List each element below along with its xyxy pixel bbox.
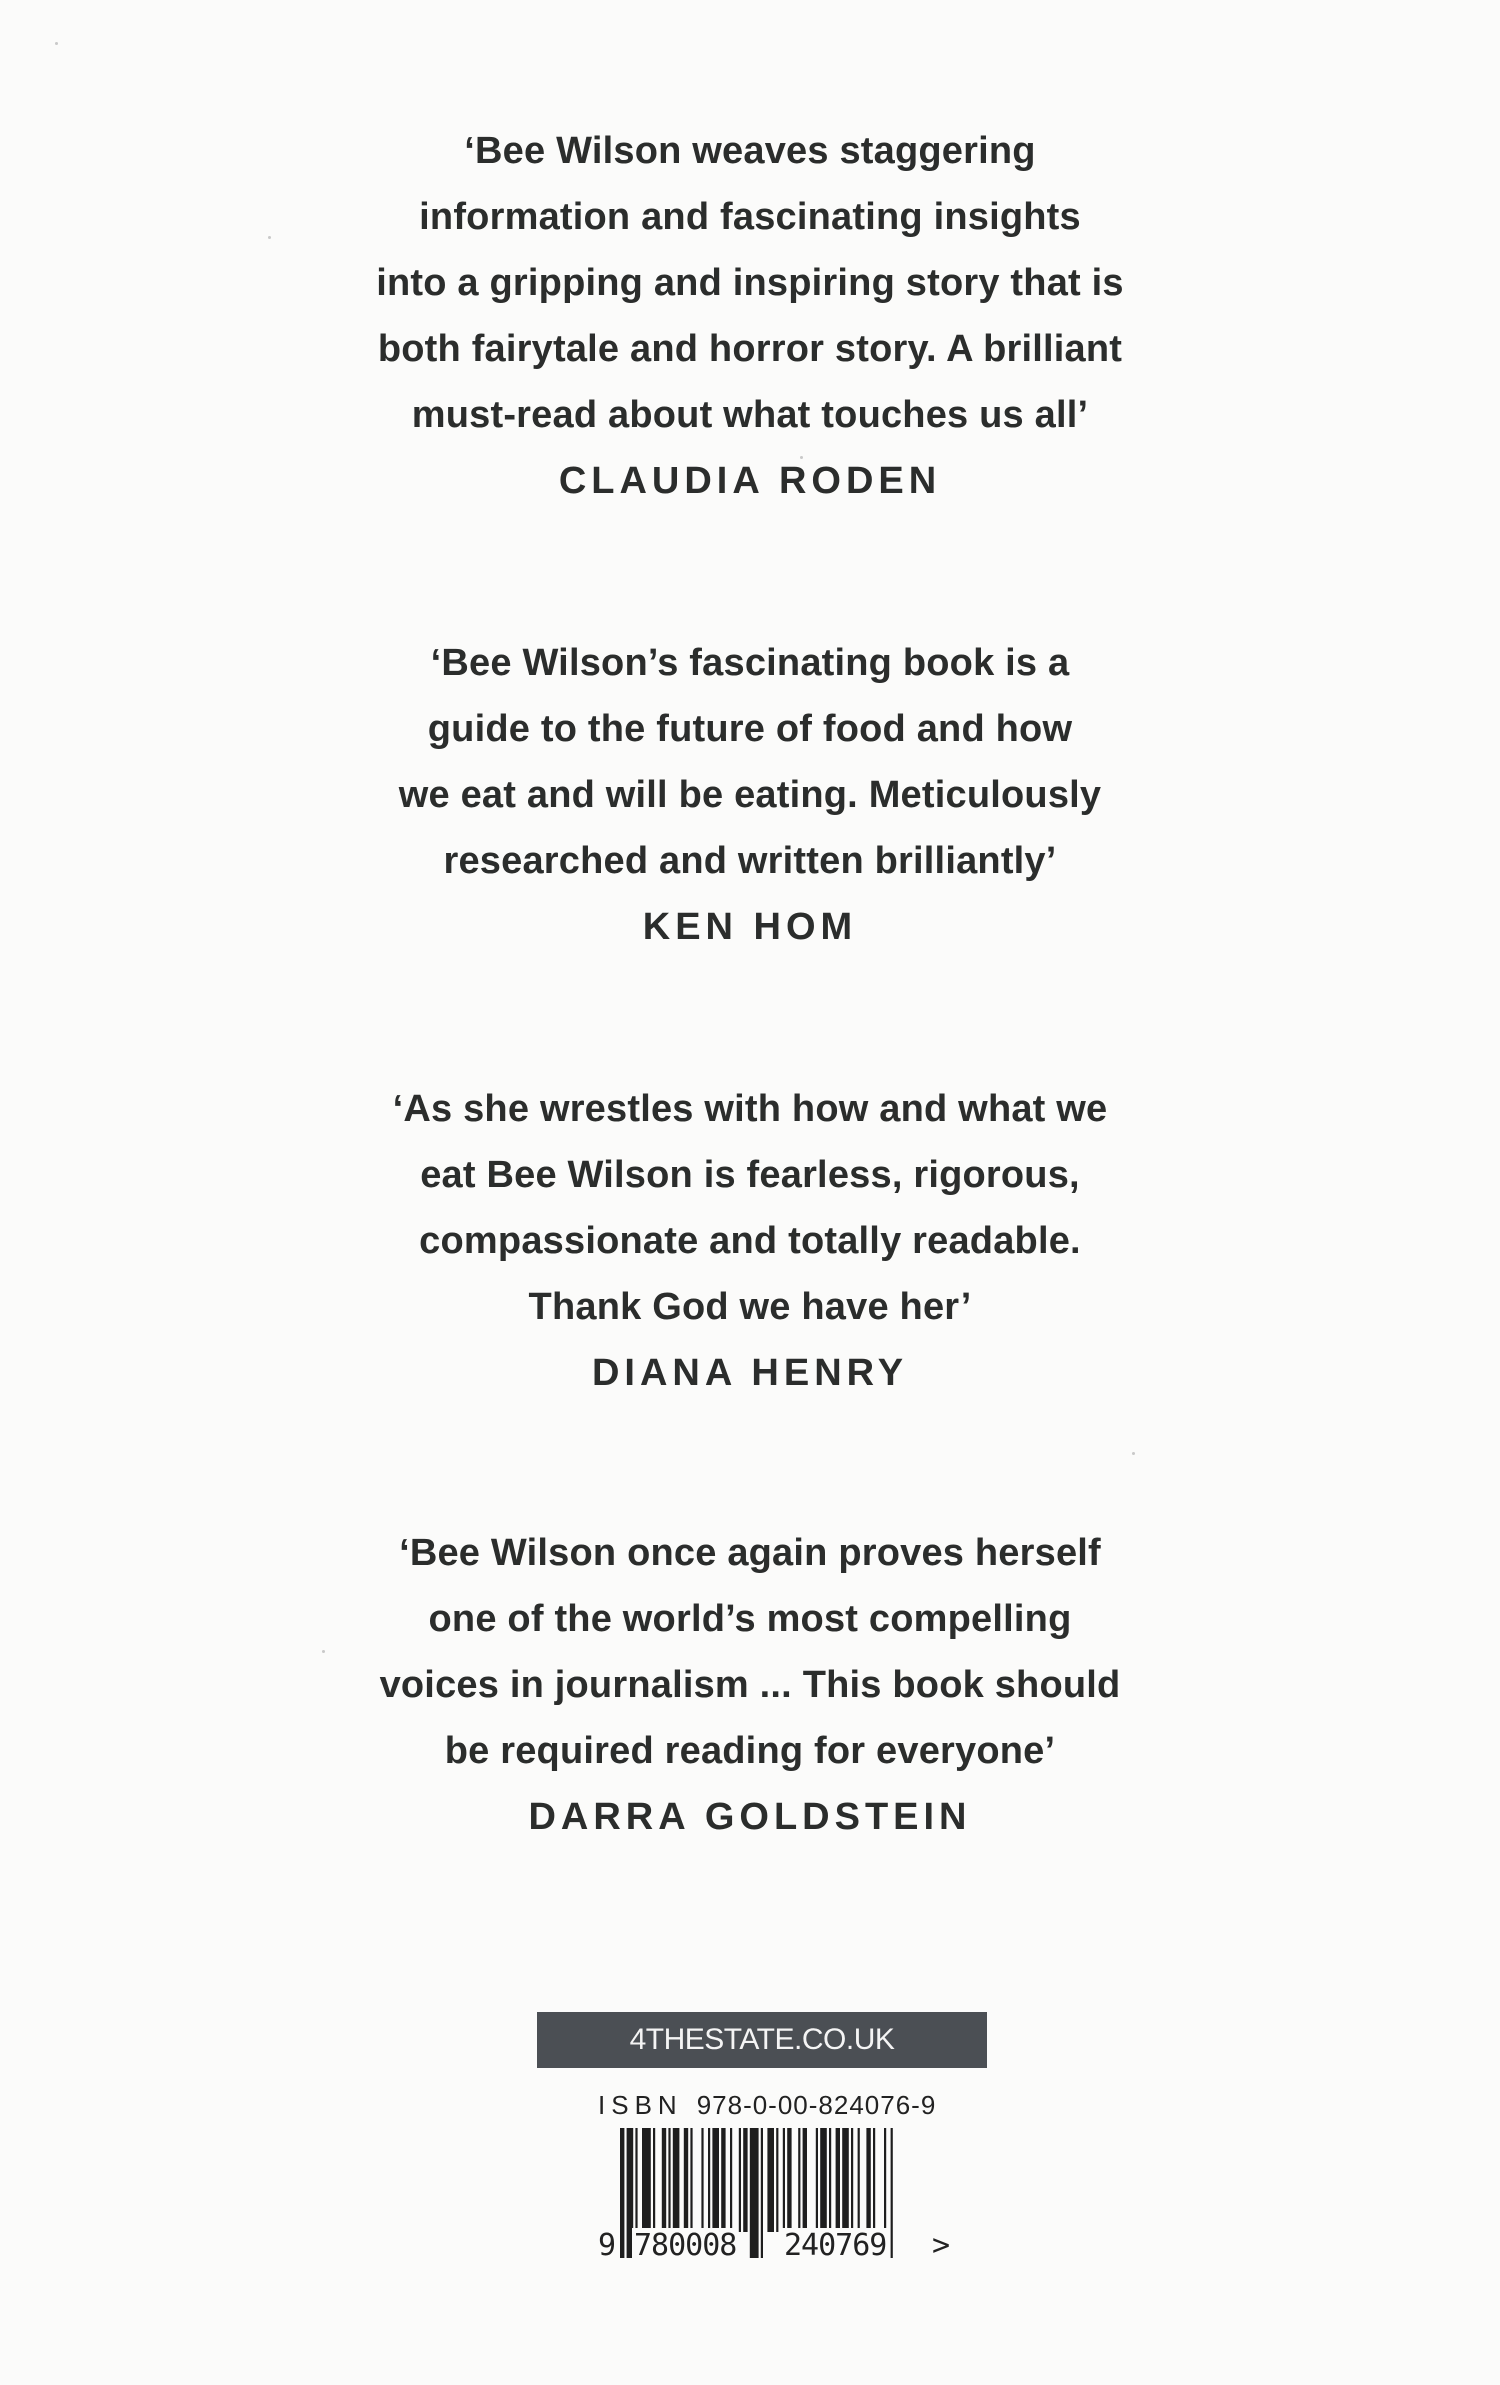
barcode-bar [653,2128,655,2232]
barcode-lead-digit: 9 [598,2228,617,2263]
barcode-left-group: 780008 [634,2228,737,2263]
quote-author: KEN HOM [642,906,858,948]
barcode-bar [787,2128,791,2232]
publisher-website-bar [537,2012,987,2068]
quote-block-ken-hom [0,630,1500,960]
barcode-bar [690,2128,692,2232]
barcode-right-group: 240769 [784,2228,887,2263]
quote-author: DARRA GOLDSTEIN [528,1796,972,1838]
barcode-bar [708,2128,710,2232]
barcode-bar [873,2128,875,2232]
quote-line: ‘Bee Wilson’s fascinating book is a [430,642,1070,684]
barcode-bar [816,2128,818,2232]
quote-block-claudia-roden [0,118,1500,514]
isbn-label: ISBN [598,2090,683,2120]
barcode-bar [783,2128,785,2232]
barcode-bar [842,2128,849,2232]
quote-author: DIANA HENRY [591,1352,909,1394]
barcode-bar [820,2128,827,2232]
quote-line: Thank God we have her’ [528,1286,972,1328]
quote-block-darra-goldstein [0,1520,1500,1850]
quote-line: into a gripping and inspiring story that is [376,262,1124,304]
review-quotes [0,118,1500,1960]
barcode-bar [767,2128,774,2232]
barcode-bar [730,2128,732,2232]
barcode-bar [642,2128,651,2232]
quote-line: compassionate and totally readable. [419,1220,1081,1262]
quote-block-diana-henry [0,1076,1500,1406]
quote-line: guide to the future of food and how [427,708,1073,750]
barcode-bar [721,2128,725,2232]
isbn-line [598,2090,936,2121]
barcode-bar [662,2128,666,2232]
isbn-number: 978-0-00-824076-9 [696,2090,937,2120]
barcode-bar [858,2128,860,2232]
publisher-website: 4THESTATE.CO.UK [629,2023,895,2056]
barcode-bar [635,2128,637,2232]
barcode-bar [803,2128,807,2232]
barcode-bar [743,2128,747,2232]
barcode-bar [866,2128,870,2232]
quote-line: ‘Bee Wilson weaves staggering [464,130,1036,172]
barcode-bar [673,2128,680,2232]
quote-line: be required reading for everyone’ [444,1730,1056,1772]
quote-line: one of the world’s most compelling [428,1598,1072,1640]
barcode-bar [798,2128,800,2232]
quote-line: we eat and will be eating. Meticulously [398,774,1102,816]
quote-line: eat Bee Wilson is fearless, rigorous, [420,1154,1080,1196]
quote-line: researched and written brilliantly’ [443,840,1057,882]
barcode-bar [668,2128,670,2232]
quote-line: must-read about what touches us all’ [411,394,1089,436]
barcode-bar [851,2128,853,2232]
quote-line: ‘As she wrestles with how and what we [392,1088,1108,1130]
barcode-bar [776,2128,778,2232]
barcode-bar [701,2128,703,2232]
quote-author: CLAUDIA RODEN [558,460,942,502]
barcode-digits [596,2228,956,2268]
barcode-bar [836,2128,840,2232]
barcode-end-mark: > [932,2228,951,2263]
barcode-bar [829,2128,831,2232]
quote-line: voices in journalism ... This book should [379,1664,1121,1706]
barcode-bar [712,2128,719,2232]
quote-line: ‘Bee Wilson once again proves herself [399,1532,1101,1574]
barcode-bar [739,2128,741,2232]
quote-line: information and fascinating insights [419,196,1081,238]
scan-speck [55,42,58,45]
quote-line: both fairytale and horror story. A brilliant [377,328,1123,370]
barcode-bar [684,2128,688,2232]
